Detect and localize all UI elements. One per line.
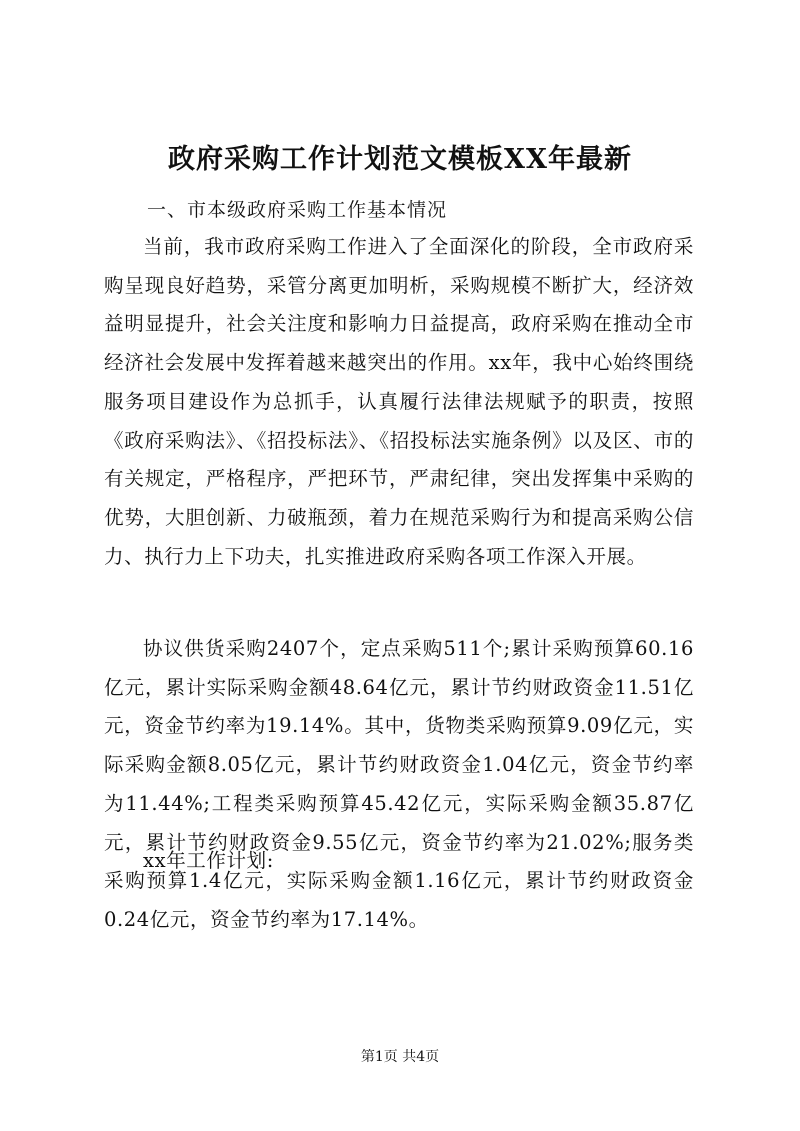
document-title: 政府采购工作计划范文模板XX年最新 [168, 144, 632, 175]
section-heading: 一、市本级政府采购工作基本情况 [147, 199, 448, 221]
page-footer: 第1页 共4页 [360, 1049, 440, 1065]
paragraph-overview: 当前，我市政府采购工作进入了全面深化的阶段，全市政府采购呈现良好趋势，采管分离更加明析，采购规模不断扩大，经济效益明显提升，社会关注度和影响力日益提高，政府采购在推动全市经济社会发展中发挥着越来越突出的作用。xx年，我中心始终围绕服务项目建设作为总抓手，认真履行法律法规赋予的职责，按照《政府采购法》、《招投标法》、《招投标法实施条例》以及区、市的有关规定，严格程序，严把环节，严肃纪律，突出发挥集中采购的优势，大胆创新、力破瓶颈，着力在规范采购行为和提高采购公信力、执行力上下功夫，扎实推进政府采购各项工作深入开展。 [104, 235, 694, 568]
paragraph-statistics: 协议供货采购2407个，定点采购511个;累计采购预算60.16亿元，累计实际采购金额48.64亿元，累计节约财政资金11.51亿元，资金节约率为19.14%。其中，货物类采购预算9.09亿元，实际采购金额8.05亿元，累计节约财政资金1.04亿元，资金节约率为11.44%;工程类采购预算45.42亿元，实际采购金额35.87亿元，累计节约财政资金9.55亿元，资金节约率为21.02%;服务类采购预算1.4亿元，实际采购金额1.16亿元，累计节约财政资金0.24亿元，资金节约率为17.14%。 [104, 637, 694, 931]
paragraph-work-plan: xx年工作计划: [143, 849, 274, 872]
